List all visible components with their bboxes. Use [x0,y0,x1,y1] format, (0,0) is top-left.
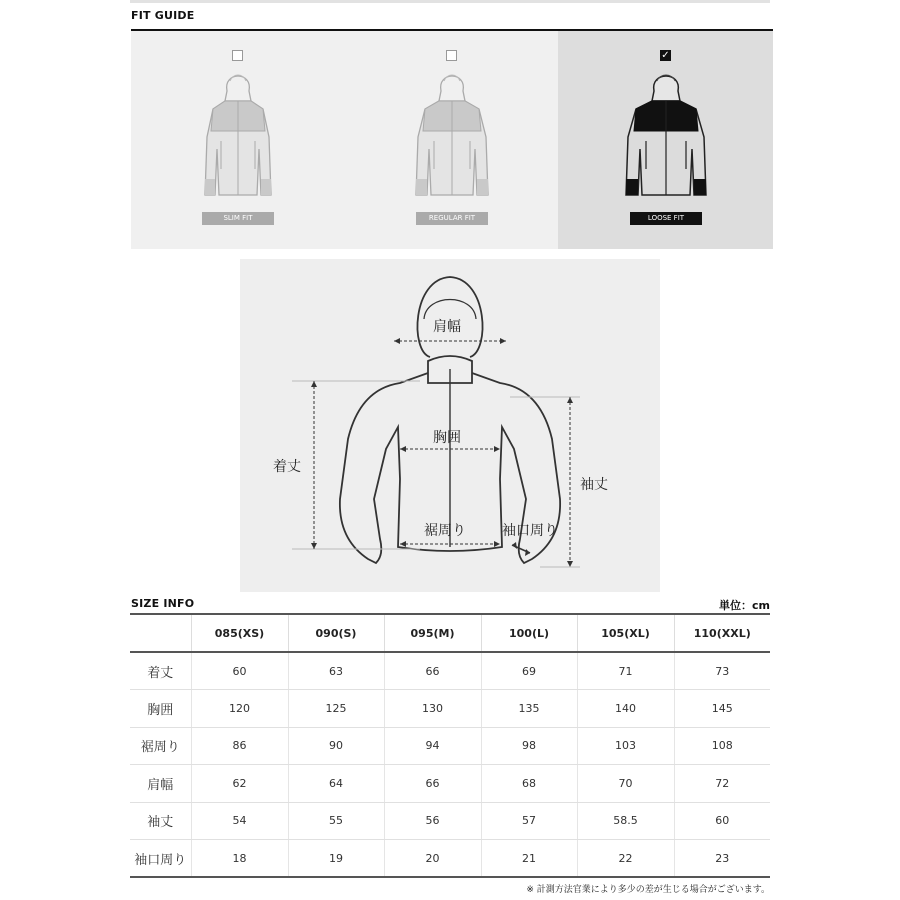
row-label: 袖丈 [130,802,191,840]
fit-guide-title: FIT GUIDE [131,9,195,22]
label-length: 着丈 [273,459,301,475]
table-row [130,690,770,728]
table-cell: 60 [191,652,288,690]
label-hem: 裾周り [424,523,466,539]
table-cell: 56 [384,802,481,840]
fit-option-slim[interactable] [131,31,345,249]
table-cell: 145 [674,690,770,728]
fit-label-loose: LOOSE FIT [630,212,702,225]
fit-label-regular: REGULAR FIT [416,212,488,225]
table-cell: 135 [481,690,577,728]
table-row [130,840,770,878]
table-cell: 60 [674,802,770,840]
top-divider [130,0,770,3]
table-cell: 54 [191,802,288,840]
table-cell: 130 [384,690,481,728]
table-cell: 72 [674,765,770,803]
table-header-row [130,614,770,652]
table-cell: 62 [191,765,288,803]
label-shoulder: 肩幅 [433,319,461,335]
table-header-cell: 105(XL) [577,614,674,652]
table-cell: 22 [577,840,674,878]
table-cell: 71 [577,652,674,690]
row-label: 肩幅 [130,765,191,803]
fit-checkbox-regular[interactable] [446,50,457,61]
table-cell: 68 [481,765,577,803]
fit-checkbox-slim[interactable] [232,50,243,61]
table-cell: 73 [674,652,770,690]
label-cuff: 袖口周り [502,523,558,539]
size-info-title: SIZE INFO [131,597,195,610]
table-row [130,652,770,690]
table-cell: 66 [384,765,481,803]
table-cell: 70 [577,765,674,803]
table-cell: 108 [674,727,770,765]
label-chest: 胸囲 [433,430,461,446]
table-cell: 21 [481,840,577,878]
table-cell: 103 [577,727,674,765]
table-cell: 120 [191,690,288,728]
size-table [130,613,770,878]
fit-option-regular[interactable] [345,31,558,249]
table-row [130,802,770,840]
table-cell: 86 [191,727,288,765]
table-cell: 69 [481,652,577,690]
table-row [130,727,770,765]
row-label: 袖口周り [130,840,191,878]
table-cell: 125 [288,690,384,728]
fit-checkbox-loose[interactable]: ✓ [661,50,670,61]
row-label: 着丈 [130,652,191,690]
table-header-cell [130,614,191,652]
table-cell: 55 [288,802,384,840]
measurement-footnote: ※ 計測方法官業により多少の差が生じる場合がございます。 [526,885,770,895]
table-cell: 63 [288,652,384,690]
table-cell: 94 [384,727,481,765]
table-header-cell: 085(XS) [191,614,288,652]
table-header-cell: 100(L) [481,614,577,652]
table-header-cell: 110(XXL) [674,614,770,652]
label-sleeve: 袖丈 [580,477,608,493]
table-header-cell: 090(S) [288,614,384,652]
table-cell: 58.5 [577,802,674,840]
table-cell: 20 [384,840,481,878]
jacket-slim-icon [193,69,283,199]
table-cell: 66 [384,652,481,690]
jacket-measure-icon [240,259,660,592]
jacket-regular-icon [405,69,499,199]
table-cell: 98 [481,727,577,765]
table-cell: 64 [288,765,384,803]
table-header-cell: 095(M) [384,614,481,652]
fit-option-loose[interactable] [558,31,773,249]
table-row [130,765,770,803]
measurement-diagram [240,259,660,592]
table-cell: 23 [674,840,770,878]
table-cell: 18 [191,840,288,878]
unit-label: 単位：cm [719,599,770,612]
jacket-loose-icon [616,69,716,199]
table-cell: 90 [288,727,384,765]
table-cell: 57 [481,802,577,840]
table-cell: 140 [577,690,674,728]
row-label: 胸囲 [130,690,191,728]
fit-label-slim: SLIM FIT [202,212,274,225]
table-cell: 19 [288,840,384,878]
row-label: 裾周り [130,727,191,765]
